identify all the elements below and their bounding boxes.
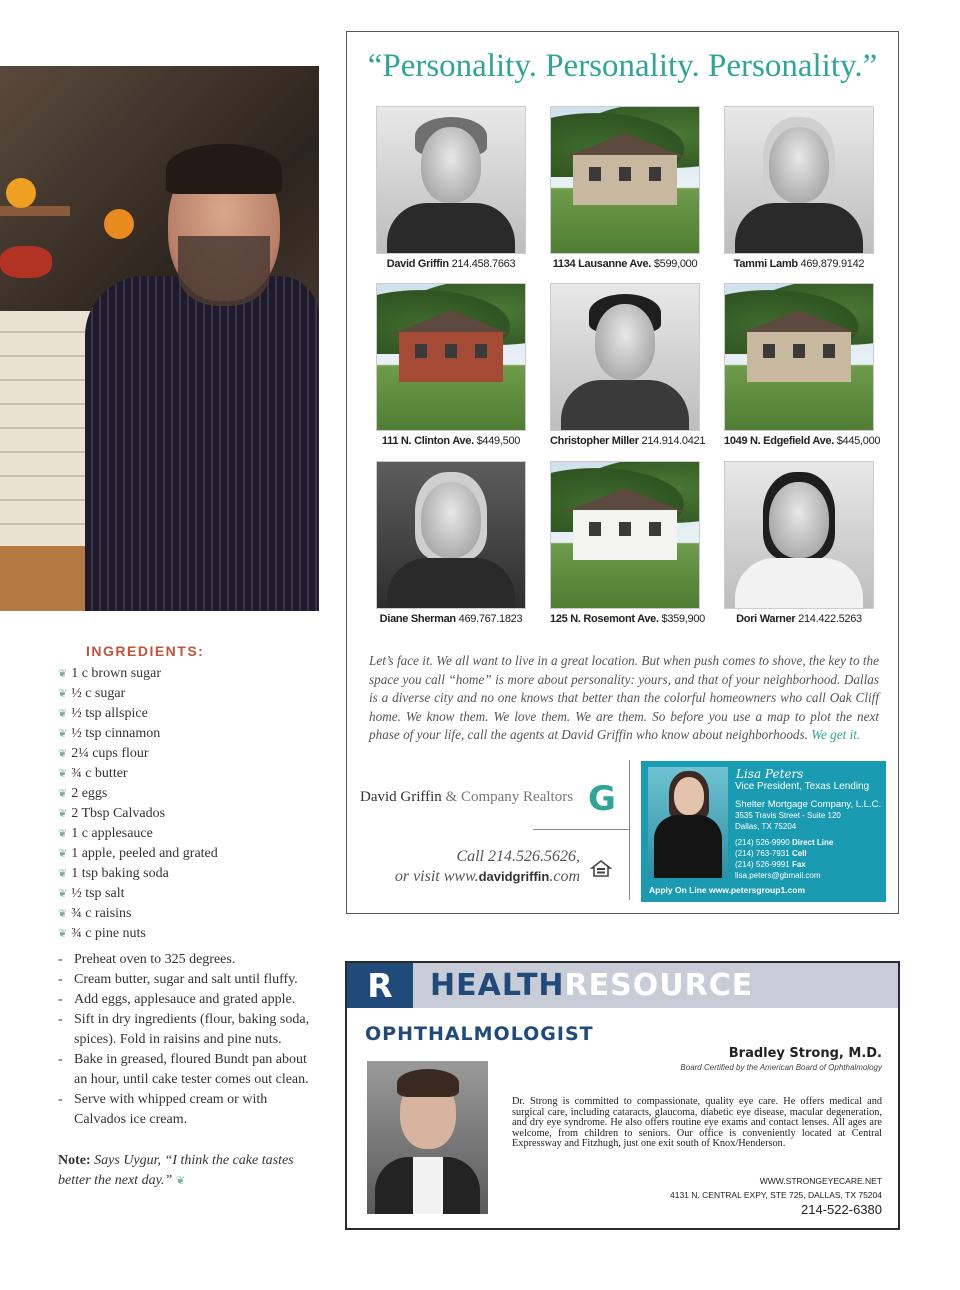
- ingredient-text: ¾ c pine nuts: [71, 926, 146, 941]
- tile-caption: [550, 613, 705, 625]
- tile-name: David Griffin: [386, 258, 449, 270]
- agent-photo: [376, 461, 526, 609]
- house-photo: [550, 461, 700, 609]
- call-to-action: [383, 847, 580, 887]
- agent-tile: [724, 461, 874, 625]
- tile-name: 111 N. Clinton Ave.: [381, 435, 474, 447]
- lender-cell: (214) 763-7931 Cell: [735, 849, 807, 858]
- tile-caption: [376, 258, 526, 270]
- tile-caption: [550, 258, 700, 270]
- listing-tile: [550, 461, 705, 625]
- tile-caption: [724, 258, 874, 270]
- agent-photo: [724, 106, 874, 254]
- ingredient-text: ½ tsp allspice: [71, 706, 148, 721]
- ingredient-text: 2 eggs: [71, 786, 108, 801]
- leaf-icon: ❦: [58, 827, 68, 840]
- ingredient-text: ¾ c raisins: [71, 906, 132, 921]
- visit-line: or visit www.davidgriffin.com: [394, 868, 580, 885]
- doctor-photo: [367, 1061, 488, 1214]
- ingredient-item: [58, 744, 218, 764]
- health-title: HEALTHRESOURCE: [430, 968, 754, 1003]
- tile-name: 1049 N. Edgefield Ave.: [724, 435, 834, 447]
- doctor-certification: Board Certified by the American Board of Ophthalmology: [680, 1063, 882, 1072]
- recipe-step: - Preheat oven to 325 degrees.: [58, 950, 318, 970]
- divider: [629, 760, 630, 900]
- tile-caption: [376, 613, 526, 625]
- lender-name: Lisa Peters: [736, 767, 804, 781]
- agent-photo: [376, 106, 526, 254]
- recipe-step: - Serve with whipped cream or with Calvados ice cream.: [58, 1090, 318, 1130]
- equal-housing-icon: [590, 858, 612, 880]
- lender-address1: 3535 Travis Street - Suite 120: [735, 811, 841, 820]
- lender-direct: (214) 526-9990 Direct Line: [735, 838, 834, 847]
- call-line: Call 214.526.5626,: [456, 848, 580, 865]
- lender-company: Shelter Mortgage Company, L.L.C.: [735, 799, 882, 810]
- ingredient-text: ½ c sugar: [71, 686, 126, 701]
- divider: [533, 829, 629, 830]
- ingredient-item: [58, 844, 218, 864]
- ingredient-text: 2¼ cups flour: [71, 746, 149, 761]
- ingredient-item: [58, 664, 218, 684]
- tile-detail: 469.879.9142: [800, 258, 865, 270]
- doctor-address: 4131 N. CENTRAL EXPY, STE 725, DALLAS, TX 75204: [670, 1190, 882, 1200]
- ingredient-item: [58, 764, 218, 784]
- ingredient-item: [58, 804, 218, 824]
- leaf-icon: ❦: [58, 787, 68, 800]
- ingredient-item: [58, 724, 218, 744]
- leaf-icon: ❦: [58, 727, 68, 740]
- health-resource-ad: [345, 961, 900, 1230]
- ad-body-main: Let’s face it. We all want to live in a great location. But when push comes to shove, the key to the space you call “home” is more about personality: yours, and that of your neighborhood. Dallas is a diverse city and no one knows that better than the colorful homeowners who call Oak Cliff home. We know them. We love them. We are them. So before you use a map to plot the next phase of your life, call the agents at David Griffin who know about neighborhoods.: [369, 653, 879, 742]
- leaf-icon: ❦: [58, 847, 68, 860]
- doctor-phone[interactable]: 214-522-6380: [801, 1202, 882, 1217]
- resource-badge: R: [347, 963, 413, 1008]
- ad-body-accent: We get it.: [811, 727, 861, 742]
- ad-body-text: [369, 652, 879, 745]
- svg-text:G: G: [588, 780, 616, 814]
- tile-detail: $449,500: [476, 435, 521, 447]
- house-photo: [376, 283, 526, 431]
- ingredient-item: [58, 864, 218, 884]
- ingredient-item: [58, 924, 218, 944]
- tile-detail: $359,900: [661, 613, 705, 625]
- ingredient-item: [58, 824, 218, 844]
- leaf-icon: ❦: [58, 927, 68, 940]
- leaf-icon: ❦: [58, 907, 68, 920]
- ingredients-title: INGREDIENTS:: [86, 643, 205, 659]
- doctor-name: Bradley Strong, M.D.: [728, 1046, 882, 1061]
- tile-caption: [550, 435, 706, 447]
- tile-name: Christopher Miller: [550, 435, 639, 447]
- tile-detail: 214.422.5263: [798, 613, 862, 625]
- leaf-icon: ❦: [58, 707, 68, 720]
- agent-photo: [724, 461, 874, 609]
- chef-photo: [0, 66, 319, 611]
- agent-photo: [550, 283, 700, 431]
- tile-caption: [724, 435, 881, 447]
- lender-address2: Dallas, TX 75204: [735, 822, 797, 831]
- lender-ad: [641, 761, 886, 902]
- recipe-step: - Sift in dry ingredients (flour, baking soda, spices). Fold in raisins and pine nuts.: [58, 1010, 318, 1050]
- tile-caption: [376, 435, 526, 447]
- realtor-logo-icon: [585, 780, 619, 814]
- health-header: [347, 963, 898, 1008]
- agent-tile: [376, 461, 526, 625]
- note-label: Note:: [58, 1153, 91, 1168]
- leaf-icon: ❦: [58, 747, 68, 760]
- lender-apply-link[interactable]: Apply On Line www.petersgroup1.com: [649, 885, 806, 895]
- leaf-icon: ❦: [58, 767, 68, 780]
- listing-tile: [376, 283, 526, 447]
- recipe-step: - Add eggs, applesauce and grated apple.: [58, 990, 318, 1010]
- ingredient-text: 1 c applesauce: [71, 826, 153, 841]
- tile-detail: 214.458.7663: [451, 258, 516, 270]
- tile-detail: $599,000: [653, 258, 698, 270]
- ingredient-text: 1 apple, peeled and grated: [71, 846, 218, 861]
- agent-tile: [550, 283, 706, 447]
- agent-tile: [724, 106, 874, 270]
- tile-detail: 469.767.1823: [458, 613, 523, 625]
- website-link[interactable]: davidgriffin: [478, 869, 550, 884]
- lender-fax: (214) 526-9991 Fax: [735, 860, 806, 869]
- ingredient-item: [58, 704, 218, 724]
- tile-name: 125 N. Rosemont Ave.: [550, 613, 659, 625]
- doctor-website[interactable]: WWW.STRONGEYECARE.NET: [759, 1176, 882, 1186]
- ad-headline: “Personality. Personality. Personality.”: [367, 48, 878, 84]
- note-text: Says Uygur, “I think the cake tastes better the next day.”: [58, 1153, 294, 1188]
- lender-photo: [648, 767, 728, 878]
- ingredient-text: 1 c brown sugar: [71, 666, 162, 681]
- leaf-icon: ❦: [175, 1174, 186, 1187]
- house-photo: [550, 106, 700, 254]
- ingredient-text: 1 tsp baking soda: [71, 866, 169, 881]
- leaf-icon: ❦: [58, 667, 68, 680]
- ingredient-item: [58, 684, 218, 704]
- specialty-heading: OPHTHALMOLOGIST: [365, 1023, 594, 1045]
- realtor-ad: [346, 31, 899, 914]
- tile-name: Tammi Lamb: [733, 258, 798, 270]
- tile-detail: $445,000: [836, 435, 881, 447]
- lender-title: Vice President, Texas Lending: [735, 781, 870, 792]
- brand-rest: Company Realtors: [460, 789, 574, 805]
- recipe-step: - Bake in greased, floured Bundt pan about an hour, until cake tester comes out clean.: [58, 1050, 318, 1090]
- tile-name: Dori Warner: [736, 613, 796, 625]
- realtor-brand: [360, 789, 573, 806]
- brand-name: David Griffin: [360, 789, 442, 805]
- ingredients-list: [58, 664, 218, 944]
- steps-list: [58, 950, 318, 1130]
- ingredient-text: 2 Tbsp Calvados: [71, 806, 166, 821]
- listing-tile: [724, 283, 881, 447]
- house-photo: [724, 283, 874, 431]
- ingredient-text: ½ tsp cinnamon: [71, 726, 161, 741]
- doctor-description: Dr. Strong is committed to compassionate, quality eye care. He offers medical and surgical care, including cataracts, glaucoma, diabetic eye disease, macular degeneration, and dry eye syndrome. He also offers routine eye exams and contact lenses. All ages are welcome, from children to seniors. Our office is conveniently located at Central Expressway and Fitzhugh, just one exit south of Knox/Henderson.: [512, 1096, 882, 1149]
- leaf-icon: ❦: [58, 887, 68, 900]
- leaf-icon: ❦: [58, 867, 68, 880]
- tile-name: Diane Sherman: [379, 613, 456, 625]
- tile-name: 1134 Lausanne Ave.: [552, 258, 652, 270]
- agent-tile: [376, 106, 526, 270]
- recipe-note: [58, 1151, 308, 1191]
- listing-tile: [550, 106, 700, 270]
- lender-email[interactable]: lisa.peters@gbmail.com: [735, 871, 821, 880]
- ingredient-text: ½ tsp salt: [71, 886, 125, 901]
- tile-detail: 214.914.0421: [641, 435, 706, 447]
- leaf-icon: ❦: [58, 687, 68, 700]
- ingredient-text: ¾ c butter: [71, 766, 128, 781]
- ingredient-item: [58, 904, 218, 924]
- tile-caption: [724, 613, 874, 625]
- ingredient-item: [58, 884, 218, 904]
- brand-amp: &: [445, 789, 458, 805]
- recipe-step: - Cream butter, sugar and salt until fluffy.: [58, 970, 318, 990]
- ingredient-item: [58, 784, 218, 804]
- leaf-icon: ❦: [58, 807, 68, 820]
